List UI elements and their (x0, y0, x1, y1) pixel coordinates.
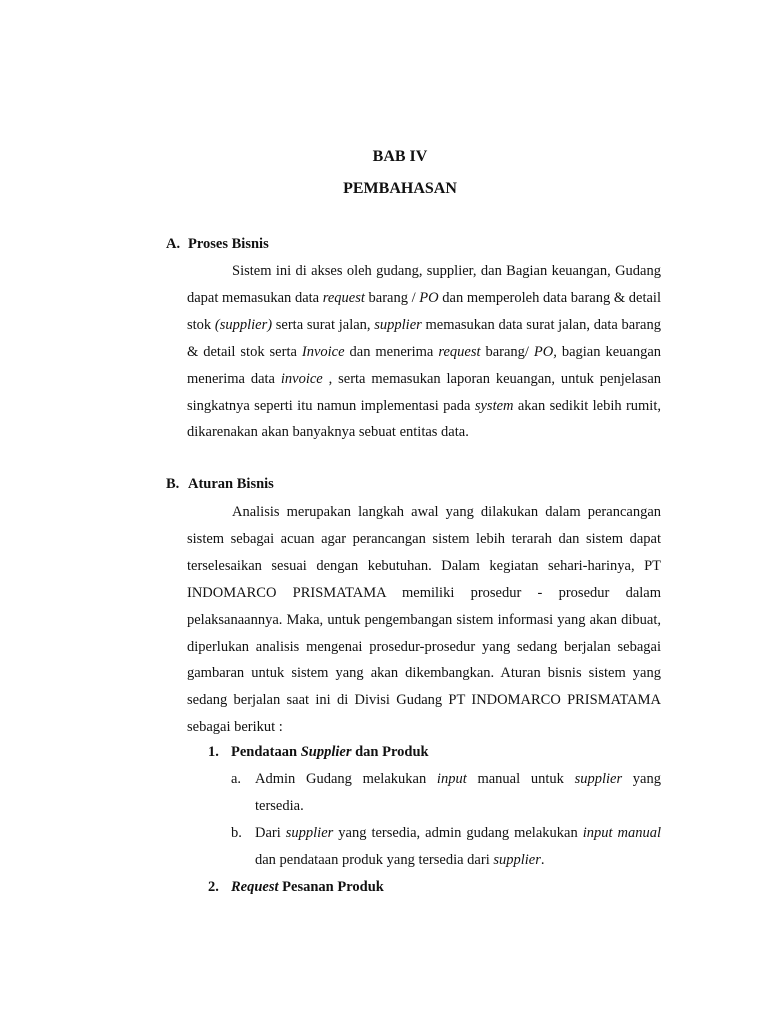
italic-term: system (474, 397, 514, 414)
section-a-heading (166, 236, 269, 253)
italic-term: Invoice (301, 343, 345, 360)
text-run: yang tersedia, admin gudang melakukan (333, 825, 583, 841)
list-item-label: a. (231, 771, 242, 787)
italic-term: input manual (582, 825, 662, 841)
text-run: bagian keuangan menerima data (187, 343, 662, 387)
chapter-number: BAB IV (372, 148, 428, 165)
section-b-paragraph: Analisis merupakan langkah awal yang dilakukan dalam perancangan sistem sebagai acuan agar perancangan sistem lebih terarah dan sistem dapat terselesaikan sesuai dengan kebutuhan. Dalam kegiatan sehari-harinya, PT INDOMARCO PRISMATAMA memiliki prosedur - prosedur dalam pelaksanaannya. Maka, untuk pengembangan sistem informasi yang akan dibuat, diperlukan analisis mengenai prosedur-prosedur yang sedang berjalan sebagai gambaran untuk sistem yang akan dikembangkan. Aturan bisnis sistem yang sedang berjalan saat ini di Divisi Gudang PT INDOMARCO PRISMATAMA sebagai berikut : (187, 504, 661, 736)
subsection-2-title-post: Pesanan Produk (278, 879, 384, 895)
text-run: dan menerima (344, 343, 439, 360)
chapter-title: PEMBAHASAN (343, 180, 457, 197)
text-run: dan pendataan produk yang tersedia dari (255, 851, 494, 868)
subsection-1-title-pre: Pendataan (231, 744, 301, 760)
subsection-1-title-italic: Supplier (300, 744, 352, 760)
text-run: barang / (364, 289, 420, 306)
subsection-2-title-italic: Request (231, 879, 279, 895)
subsection-1-title-post: dan Produk (351, 744, 429, 760)
subsection-2-heading (208, 879, 384, 896)
text-run: serta surat jalan, (272, 316, 375, 333)
list-item-a (231, 766, 661, 820)
italic-term: PO, (533, 343, 557, 360)
text-run: memasukan data surat jalan, data barang & detail stok serta (187, 316, 661, 360)
text-run: dan memperoleh data barang & detail stok (187, 289, 661, 333)
section-a-paragraph (187, 258, 661, 446)
text-run: barang/ (480, 343, 534, 360)
section-a-marker: A. (166, 236, 181, 252)
section-b-heading (166, 476, 274, 493)
text-run: akan sedikit lebih rumit, dikarenakan akan banyaknya sebuat entitas data. (187, 397, 661, 441)
italic-term: supplier (285, 825, 334, 841)
italic-term: supplier (493, 851, 541, 868)
subsection-2-number: 2. (208, 879, 219, 895)
italic-term: PO (419, 289, 439, 306)
subsection-1-heading (208, 744, 429, 761)
section-b-title: Aturan Bisnis (188, 476, 274, 492)
italic-term: input (436, 771, 467, 787)
list-item-label: b. (231, 825, 242, 841)
text-run: Sistem ini di akses oleh gudang, supplier, dan Bagian keuangan, Gudang dapat memasukan data (187, 263, 661, 306)
italic-term: supplier (574, 771, 623, 787)
italic-term: (supplier) (214, 316, 273, 333)
text-run: Admin Gudang melakukan (255, 771, 437, 787)
text-run: Dari (255, 825, 286, 841)
italic-term: request (322, 289, 365, 306)
italic-term: invoice (280, 370, 323, 387)
text-run: manual untuk (466, 771, 575, 787)
section-b-marker: B. (166, 476, 180, 492)
list-item-text (255, 820, 661, 874)
list-item-text (255, 766, 661, 820)
text-run: yang tersedia. (255, 771, 661, 814)
subsection-1-number: 1. (208, 744, 219, 760)
text-run: , serta memasukan laporan keuangan, untuk penjelasan singkatnya seperti itu namun implementasi pada (187, 370, 661, 414)
list-item-b (231, 820, 661, 874)
text-run: . (540, 851, 545, 868)
italic-term: supplier (374, 316, 422, 333)
italic-term: request (438, 343, 481, 360)
section-a-title: Proses Bisnis (188, 236, 269, 252)
